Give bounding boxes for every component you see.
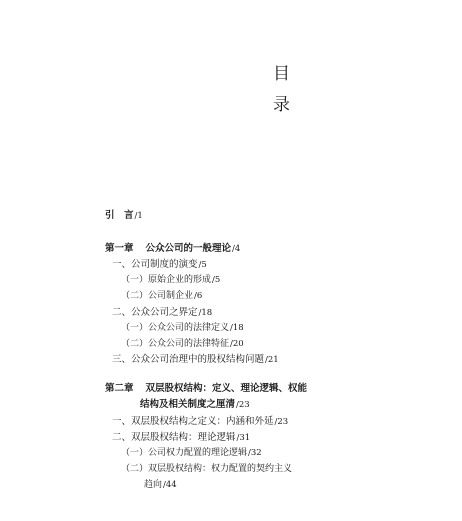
toc-entry-page: /32 [248, 448, 262, 458]
toc-entry-title: 趋向 [144, 480, 163, 490]
toc-entry-page: /1 [134, 211, 143, 221]
toc-entry-section [112, 354, 279, 366]
toc-entry-title: （二）双层股权结构：权力配置的契约主义 [121, 464, 293, 474]
toc-entry-title: 二、公众公司之界定 [112, 307, 198, 318]
toc-entry-page: /44 [163, 480, 177, 490]
toc-chapter-number: 第二章 [105, 383, 134, 394]
toc-entry-page: /21 [265, 355, 279, 365]
toc-entry-page: /23 [274, 417, 289, 427]
toc-title-char-2: 录 [273, 95, 290, 115]
toc-title-char-1: 目 [273, 64, 290, 84]
toc-entry-title: 一、双层股权结构之定义：内涵和外延 [112, 416, 274, 427]
toc-chapter-number: 第一章 [105, 243, 134, 254]
toc-entry-section [112, 432, 250, 444]
toc-entry-section [112, 259, 207, 271]
toc-entry-section [112, 416, 288, 428]
toc-entry-title: 三、公众公司治理中的股权结构问题 [112, 354, 265, 365]
toc-entry-page: /31 [236, 433, 251, 443]
toc-entry-subsection [121, 291, 202, 302]
toc-entry-chapter-2 [105, 383, 307, 394]
toc-entry-page: /5 [212, 275, 221, 285]
toc-entry-page: /18 [198, 308, 213, 318]
toc-entry-subsection [121, 275, 220, 286]
toc-entry-chapter-1 [105, 243, 240, 255]
toc-entry-page: /5 [198, 260, 207, 270]
toc-entry-subsection [121, 339, 244, 350]
toc-entry-title: 一、公司制度的演变 [112, 259, 198, 270]
toc-entry-title: （一）公众公司的法律定义 [121, 323, 230, 333]
toc-entry-title: （二）公司制企业 [121, 291, 194, 301]
toc-entry-section [112, 307, 212, 319]
toc-entry-page: /23 [236, 400, 250, 410]
toc-entry-title: （一）公司权力配置的理论逻辑 [121, 448, 248, 458]
toc-entry-title: （二）公众公司的法律特征 [121, 339, 230, 349]
toc-entry-title: 公众公司的一般理论 [145, 243, 232, 254]
toc-entry-page: /20 [230, 339, 244, 349]
toc-entry-title: 二、双层股权结构：理论逻辑 [112, 432, 236, 443]
toc-entry-introduction [105, 210, 143, 222]
toc-entry-subsection [121, 464, 292, 475]
toc-entry-chapter-2-continued [140, 399, 250, 411]
toc-entry-page: /6 [194, 291, 203, 301]
toc-entry-subsection [121, 323, 244, 334]
toc-entry-page: /18 [230, 323, 244, 333]
toc-entry-title: 结构及相关制度之厘清 [140, 399, 236, 410]
toc-entry-title: 双层股权结构：定义、理论逻辑、权能 [145, 383, 308, 394]
toc-entry-title: 引 言 [105, 210, 134, 221]
toc-entry-subsection-continued [144, 480, 177, 491]
toc-entry-title: （一）原始企业的形成 [121, 275, 212, 285]
toc-entry-page: /4 [232, 244, 241, 254]
toc-entry-subsection [121, 448, 262, 459]
